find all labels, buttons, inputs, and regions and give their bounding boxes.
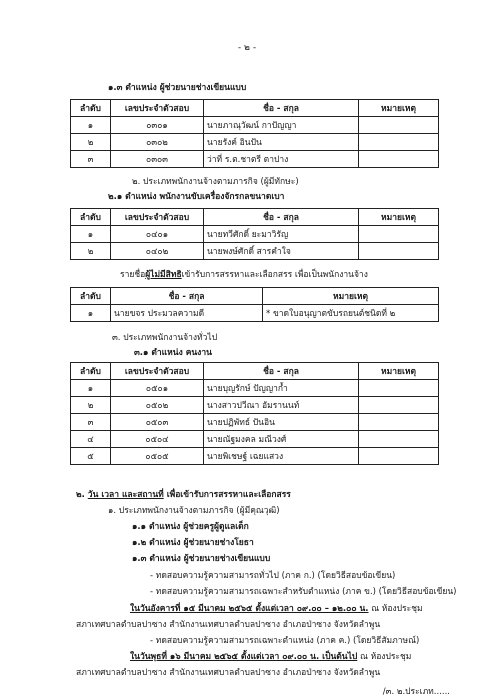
cell-remark xyxy=(359,397,439,414)
schedule-1-date: ในวันอังคารที่ ๑๕ มีนาคม ๒๕๖๕ ตั้งแต่เวลา ๐๙.๐๐ – ๑๒.๐๐ น. xyxy=(130,604,369,614)
header-name: ชื่อ - สกุล xyxy=(204,100,359,117)
part-2-position-2: ๑.๒ ตำแหน่ง ผู้ช่วยนายช่างโยธา xyxy=(132,538,254,548)
cell-remark xyxy=(359,134,439,151)
header-exam-id: เลขประจำตัวสอบ xyxy=(111,209,204,226)
cell-order: ๒ xyxy=(71,397,111,414)
cell-remark xyxy=(359,226,439,243)
cell-order: ๒ xyxy=(71,134,111,151)
schedule-1-rest: ณ ห้องประชุม xyxy=(368,604,423,614)
table-header-row xyxy=(71,363,439,380)
table-section-1-3 xyxy=(70,99,439,168)
test-part-a: - ทดสอบความรู้ความสามารถทั่วไป (ภาค ก.) (โดยวิธีสอบข้อเขียน) xyxy=(150,571,396,581)
table-row xyxy=(71,431,439,448)
cell-remark xyxy=(359,151,439,168)
table-row xyxy=(71,414,439,431)
cell-remark xyxy=(359,431,439,448)
cell-exam-id: ๐๔๐๒ xyxy=(111,243,204,260)
cell-order: ๓ xyxy=(71,151,111,168)
page-number: - ๒ - xyxy=(237,43,257,53)
cell-name: นายทวีศักดิ์ ยะมาวิรัญ xyxy=(204,226,359,243)
table-section-2-1 xyxy=(70,208,439,260)
cell-name: นายขจร ประมวลความดี xyxy=(111,305,263,322)
schedule-2 xyxy=(130,652,411,663)
schedule-1 xyxy=(130,604,423,615)
table-section-3-1 xyxy=(70,362,439,465)
cell-order: ๔ xyxy=(71,431,111,448)
table-row xyxy=(71,243,439,260)
cell-name: นายพิเชษฐ์ เฉยแสวง xyxy=(204,448,359,465)
header-order: ลำดับ xyxy=(71,209,111,226)
cell-remark xyxy=(359,380,439,397)
table-row xyxy=(71,448,439,465)
table-header-row xyxy=(71,209,439,226)
part-2-number: ๒. xyxy=(76,490,88,500)
part-2-heading-emphasis: วัน เวลา และสถานที่ xyxy=(87,490,164,500)
cell-name: ว่าที่ ร.ต.ชาตรี ตาปาง xyxy=(204,151,359,168)
header-name: ชื่อ - สกุล xyxy=(204,209,359,226)
cell-exam-id: ๐๕๐๒ xyxy=(111,397,204,414)
header-order: ลำดับ xyxy=(71,100,111,117)
cell-order: ๑ xyxy=(71,117,111,134)
part-2-position-3: ๑.๓ ตำแหน่ง ผู้ช่วยนายช่างเขียนแบบ xyxy=(132,554,271,564)
cell-exam-id: ๐๓๐๓ xyxy=(111,151,204,168)
cell-name: นายภาณุวัฒน์ กาปัญญา xyxy=(204,117,359,134)
cell-remark: * ขาดใบอนุญาตขับรถยนต์ชนิดที่ ๒ xyxy=(263,305,439,322)
cell-remark xyxy=(359,117,439,134)
header-remark: หมายเหตุ xyxy=(359,209,439,226)
cell-exam-id: ๐๕๐๔ xyxy=(111,431,204,448)
cell-name: นายปฏิพัทธ์ ปันอิน xyxy=(204,414,359,431)
cell-order: ๒ xyxy=(71,243,111,260)
header-order: ลำดับ xyxy=(71,363,111,380)
section-2-heading: ๒. ประเภทพนักงานจ้างตามภารกิจ (ผู้มีทักษะ) xyxy=(132,177,299,187)
section-3-heading: ๓. ประเภทพนักงานจ้างทั่วไป xyxy=(112,333,218,343)
section-1-3-heading: ๑.๓ ตำแหน่ง ผู้ช่วยนายช่างเขียนแบบ xyxy=(108,83,247,93)
cell-exam-id: ๐๕๐๓ xyxy=(111,414,204,431)
section-2-1-heading: ๒.๑ ตำแหน่ง พนักงานขับเครื่องจักรกลขนาดเบา xyxy=(108,192,285,202)
ineligible-prefix: รายชื่อ xyxy=(120,270,146,280)
cell-exam-id: ๐๕๐๕ xyxy=(111,448,204,465)
cell-name: นายบุญรักษ์ ปัญญาก้ำ xyxy=(204,380,359,397)
ineligible-caption xyxy=(120,270,368,281)
table-row xyxy=(71,380,439,397)
header-exam-id: เลขประจำตัวสอบ xyxy=(111,363,204,380)
table-row xyxy=(71,397,439,414)
cell-exam-id: ๐๔๐๑ xyxy=(111,226,204,243)
table-header-row xyxy=(71,100,439,117)
header-order: ลำดับ xyxy=(71,288,111,305)
cell-name: นางสาวปวีณา อัมรานนท์ xyxy=(204,397,359,414)
table-header-row xyxy=(71,288,439,305)
cell-order: ๑ xyxy=(71,380,111,397)
cell-remark xyxy=(359,414,439,431)
continued-marker: /๓. ๒.ประเภท...... xyxy=(382,687,450,697)
part-2-type-1: ๑. ประเภทพนักงานจ้างตามภารกิจ (ผู้มีคุณวุฒิ) xyxy=(108,506,280,516)
cell-remark xyxy=(359,243,439,260)
table-row xyxy=(71,226,439,243)
table-row xyxy=(71,305,439,322)
cell-order: ๑ xyxy=(71,305,111,322)
ineligible-emphasis: ผู้ไม่มีสิทธิ xyxy=(145,270,182,280)
part-2-heading-rest: เพื่อเข้ารับการสรรหาและเลือกสรร xyxy=(163,490,291,500)
cell-name: นายณัฐมงคล มณีวงศ์ xyxy=(204,431,359,448)
header-remark: หมายเหตุ xyxy=(359,100,439,117)
ineligible-suffix: เข้ารับการสรรหาและเลือกสรร เพื่อเป็นพนักงานจ้าง xyxy=(181,270,368,280)
venue-1: สภาเทศบาลตำบลปาซาง สำนักงานเทศบาลตำบลปาซาง อำเภอป่าซาง จังหวัดลำพูน xyxy=(76,620,381,630)
part-2-heading xyxy=(76,490,291,501)
schedule-2-rest: ณ ห้องประชุม xyxy=(357,652,412,662)
header-remark: หมายเหตุ xyxy=(263,288,439,305)
table-ineligible xyxy=(70,287,439,322)
cell-exam-id: ๐๓๐๒ xyxy=(111,134,204,151)
header-remark: หมายเหตุ xyxy=(359,363,439,380)
cell-exam-id: ๐๕๐๑ xyxy=(111,380,204,397)
cell-exam-id: ๐๓๐๑ xyxy=(111,117,204,134)
header-name: ชื่อ - สกุล xyxy=(111,288,263,305)
cell-order: ๑ xyxy=(71,226,111,243)
cell-name: นายรังค์ อินปัน xyxy=(204,134,359,151)
header-name: ชื่อ - สกุล xyxy=(204,363,359,380)
cell-remark xyxy=(359,448,439,465)
cell-order: ๕ xyxy=(71,448,111,465)
cell-name: นายพงษ์ศักดิ์ สารคำใจ xyxy=(204,243,359,260)
header-exam-id: เลขประจำตัวสอบ xyxy=(111,100,204,117)
section-3-1-heading: ๓.๑ ตำแหน่ง คนงาน xyxy=(134,348,212,358)
table-row xyxy=(71,134,439,151)
part-2-position-1: ๑.๑ ตำแหน่ง ผู้ช่วยครูผู้ดูแลเด็ก xyxy=(132,522,249,532)
table-row xyxy=(71,151,439,168)
test-part-c: - ทดสอบความรู้ความสามารถเฉพาะตำแหน่ง (ภาค ค.) (โดยวิธีสัมภาษณ์) xyxy=(150,636,420,646)
table-row xyxy=(71,117,439,134)
schedule-2-date: ในวันพุธที่ ๑๖ มีนาคม ๒๕๖๕ ตั้งแต่เวลา ๐๙.๐๐ น. เป็นต้นไป xyxy=(130,652,358,662)
cell-order: ๓ xyxy=(71,414,111,431)
venue-2: สภาเทศบาลตำบลปาซาง สำนักงานเทศบาลตำบลปาซาง อำเภอป่าซาง จังหวัดลำพูน xyxy=(76,668,381,678)
test-part-b: - ทดสอบความรู้ความสามารถเฉพาะสำหรับตำแหน่ง (ภาค ข.) (โดยวิธีสอบข้อเขียน) xyxy=(150,587,457,597)
